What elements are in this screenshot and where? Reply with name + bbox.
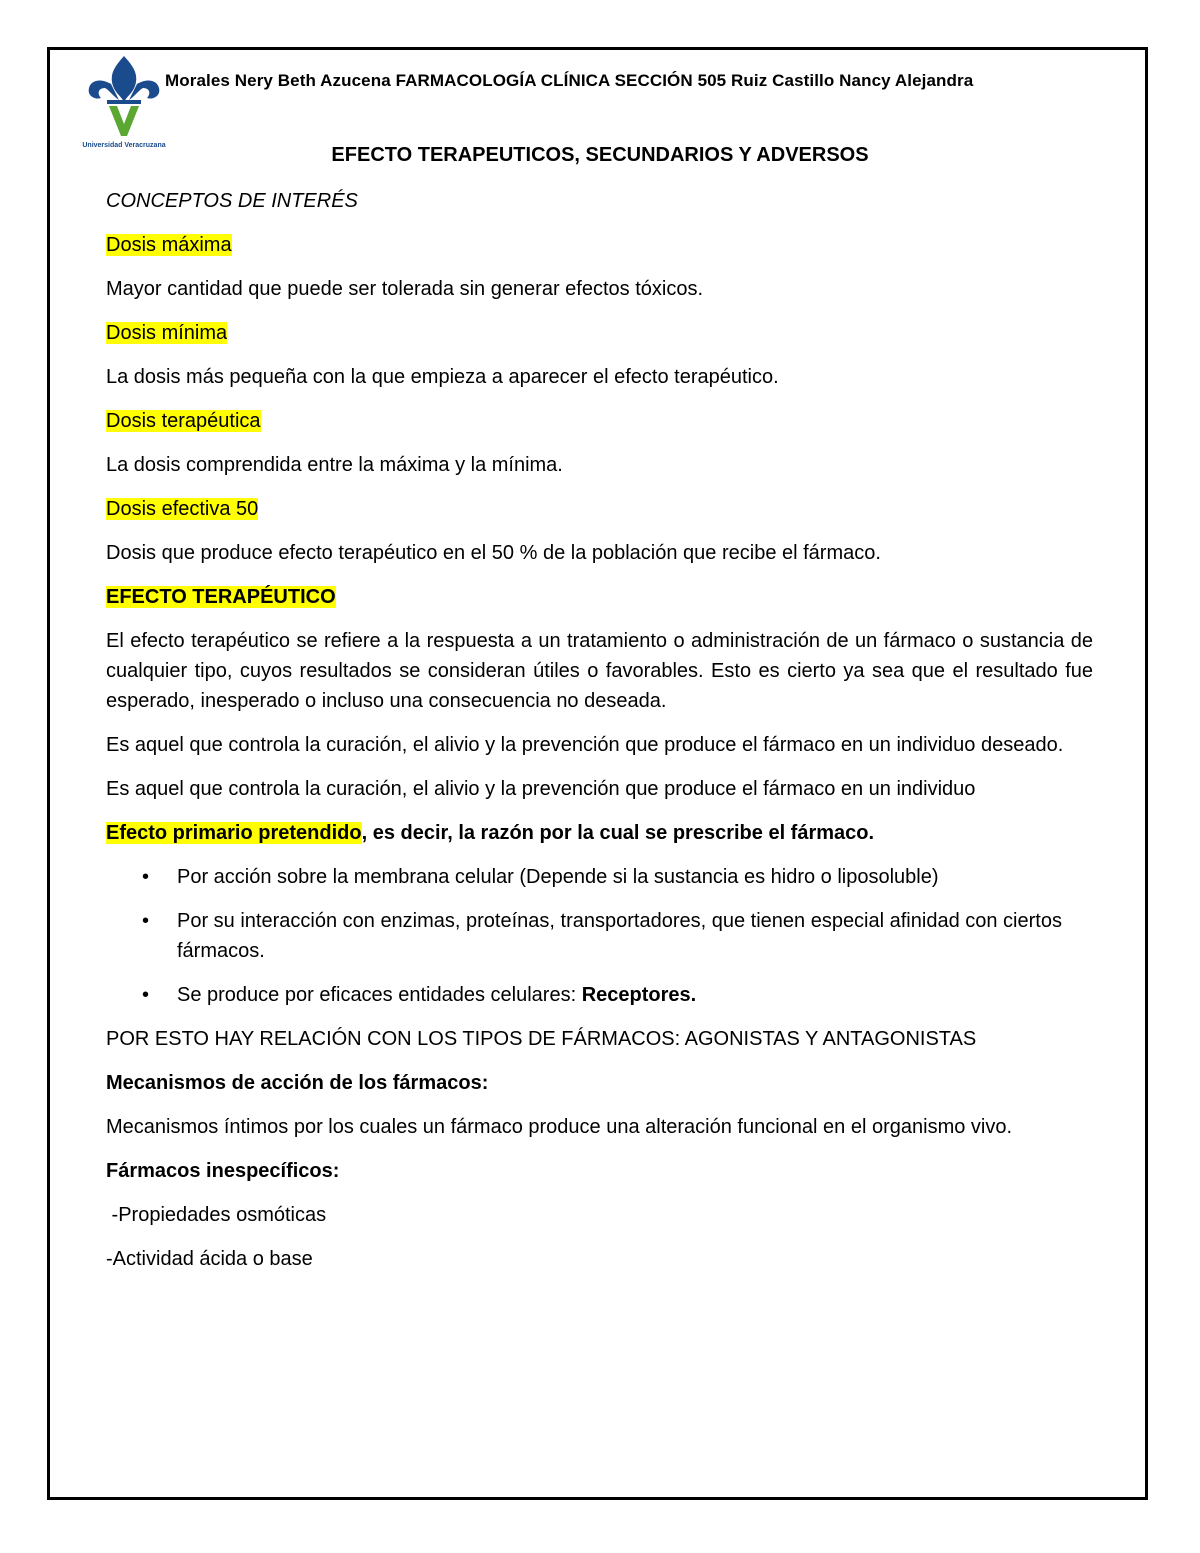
inespecificos-item: -Propiedades osmóticas xyxy=(106,1204,327,1226)
bullet-icon: • xyxy=(142,910,150,932)
concept-term xyxy=(106,494,1093,524)
bullet-icon: • xyxy=(142,866,150,888)
concept-term-label: Dosis efectiva 50 xyxy=(106,498,259,520)
concepts-heading: CONCEPTOS DE INTERÉS xyxy=(106,190,358,212)
inespecificos-item: -Actividad ácida o base xyxy=(106,1248,313,1270)
efecto-paragraph: Es aquel que controla la curación, el alivio y la prevención que produce el fármaco en un individuo xyxy=(106,778,976,800)
efecto-paragraph: El efecto terapéutico se refiere a la respuesta a un tratamiento o administración de un fármaco o sustancia de cualquier tipo, cuyos resultados se consideran útiles o favorables. Esto es cierto ya sea que el resultado fue esperado, inesperado o incluso una consecuencia no deseada. xyxy=(106,630,1093,712)
concept-definition: La dosis más pequeña con la que empieza a aparecer el efecto terapéutico. xyxy=(106,366,779,388)
primario-line xyxy=(106,818,1093,848)
list-item-text: Por acción sobre la membrana celular (Depende si la sustancia es hidro o liposoluble) xyxy=(177,866,939,888)
list-item xyxy=(106,980,1093,1010)
efecto-paragraph: Es aquel que controla la curación, el alivio y la prevención que produce el fármaco en un individuo deseado. xyxy=(106,734,1064,756)
list-item-bold: Receptores. xyxy=(581,984,697,1006)
bullet-icon: • xyxy=(142,984,150,1006)
concept-term xyxy=(106,406,1093,436)
mecanismos-heading: Mecanismos de acción de los fármacos: xyxy=(106,1072,489,1094)
efecto-heading-label: EFECTO TERAPÉUTICO xyxy=(106,586,336,608)
concept-term-label: Dosis terapéutica xyxy=(106,410,261,432)
mechanism-list xyxy=(106,862,1093,1010)
list-item-text: Por su interacción con enzimas, proteínas, transportadores, que tienen especial afinidad con ciertos fármacos. xyxy=(177,910,1062,962)
logo-caption: Universidad Veracruzana xyxy=(82,142,166,149)
relacion-line: POR ESTO HAY RELACIÓN CON LOS TIPOS DE FÁRMACOS: AGONISTAS Y ANTAGONISTAS xyxy=(106,1028,977,1050)
header-text: Morales Nery Beth Azucena FARMACOLOGÍA CLÍNICA SECCIÓN 505 Ruiz Castillo Nancy Alejandra xyxy=(165,71,974,90)
efecto-heading xyxy=(106,582,1093,612)
page-title: EFECTO TERAPEUTICOS, SECUNDARIOS Y ADVERSOS xyxy=(331,144,869,166)
document-body xyxy=(106,186,1093,1288)
inespecificos-heading: Fármacos inespecíficos: xyxy=(106,1160,340,1182)
concept-term xyxy=(106,230,1093,260)
concept-term xyxy=(106,318,1093,348)
concept-definition: Mayor cantidad que puede ser tolerada sin generar efectos tóxicos. xyxy=(106,278,704,300)
concept-definition: La dosis comprendida entre la máxima y la mínima. xyxy=(106,454,563,476)
university-logo xyxy=(63,54,185,150)
list-item xyxy=(106,906,1093,966)
primario-rest: , es decir, la razón por la cual se prescribe el fármaco. xyxy=(361,822,875,844)
concept-term-label: Dosis máxima xyxy=(106,234,232,256)
mecanismos-text: Mecanismos íntimos por los cuales un fármaco produce una alteración funcional en el organismo vivo. xyxy=(106,1116,1013,1138)
list-item xyxy=(106,862,1093,892)
primario-highlight: Efecto primario pretendido xyxy=(106,822,362,844)
concept-term-label: Dosis mínima xyxy=(106,322,228,344)
concept-definition: Dosis que produce efecto terapéutico en el 50 % de la población que recibe el fármaco. xyxy=(106,542,881,564)
list-item-text: Se produce por eficaces entidades celulares: xyxy=(177,984,582,1006)
